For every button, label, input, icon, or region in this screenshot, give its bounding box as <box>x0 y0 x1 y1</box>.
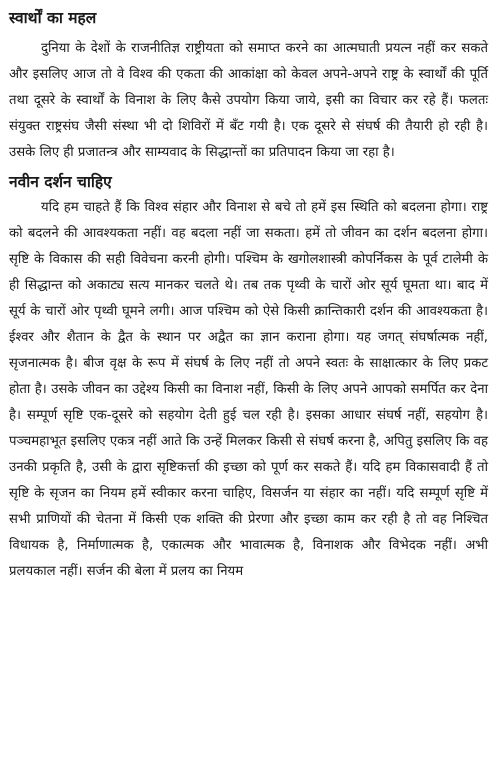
section-swarthon-ka-mahal <box>9 6 488 166</box>
section-paragraph: यदि हम चाहते हैं कि विश्व संहार और विनाश से बचे तो हमें इस स्थिति को बदलना होगा। राष्ट्र को बदलने की आवश्यकता नहीं। वह बदला नहीं जा सकता। हमें तो जीवन का दर्शन बदलना होगा। सृष्टि के विकास की सही विवेचना करनी होगी। पश्चिम के खगोलशास्त्री कोपर्निकस के पूर्व टालेमी के ही सिद्धान्त को अकाट्य सत्य मानकर चलते थे। तब तक पृथ्वी के चारों ओर सूर्य घूमता था। बाद में सूर्य के चारों ओर पृथ्वी घूमने लगी। आज पश्चिम को ऐसे किसी क्रान्तिकारी दर्शन की आवश्यकता है। ईश्वर और शैतान के द्वैत के स्थान पर अद्वैत का ज्ञान कराना होगा। यह जगत् संघर्षात्मक नहीं, सृजनात्मक है। बीज वृक्ष के रूप में संघर्ष के लिए नहीं तो अपने स्वतः के साक्षात्कार के लिए प्रकट होता है। उसके जीवन का उद्देश्य किसी का विनाश नहीं, किसी के लिए अपने आपको समर्पित कर देना है। सम्पूर्ण सृष्टि एक-दूसरे को सहयोग देती हुई चल रही है। इसका आधार संघर्ष नहीं, सहयोग है। पञ्चमहाभूत इसलिए एकत्र नहीं आते कि उन्हें मिलकर किसी से संघर्ष करना है, अपितु इसलिए कि वह उनकी प्रकृति है, उसी के द्वारा सृष्टिकर्त्ता की इच्छा को पूर्ण कर सकते हैं। यदि हम विकासवादी हैं तो सृष्टि के सृजन का नियम हमें स्वीकार करना चाहिए, विसर्जन या संहार का नहीं। यदि सम्पूर्ण सृष्टि में सभी प्राणियों की चेतना में किसी एक शक्ति की प्रेरणा और इच्छा काम कर रही है तो वह निश्चित विधायक है, निर्माणात्मक है, एकात्मक और भावात्मक है, विनाशक और विभेदक नहीं। अभी प्रलयकाल नहीं। सर्जन की बेला में प्रलय का नियम <box>9 200 488 579</box>
section-heading: स्वार्थों का महल <box>9 9 97 27</box>
section-naveen-darshan-chahiye <box>9 170 488 585</box>
section-paragraph: दुनिया के देशों के राजनीतिज्ञ राष्ट्रीयता को समाप्त करने का आत्मघाती प्रयत्न नहीं कर सकते और इसलिए आज तो वे विश्व की एकता की आकांक्षा को केवल अपने-अपने राष्ट्र के स्वार्थों की पूर्ति तथा दूसरे के स्वार्थों के विनाश के लिए कैसे उपयोग किया जाये, इसी का विचार कर रहे हैं। फलतः संयुक्त राष्ट्रसंघ जैसी संस्था भी दो शिविरों में बँट गयी है। एक दूसरे से संघर्ष की तैयारी हो रही है। उसके लिए ही प्रजातन्त्र और साम्यवाद के सिद्धान्तों का प्रतिपादन किया जा रहा है। <box>9 41 488 160</box>
section-heading: नवीन दर्शन चाहिए <box>9 173 112 191</box>
